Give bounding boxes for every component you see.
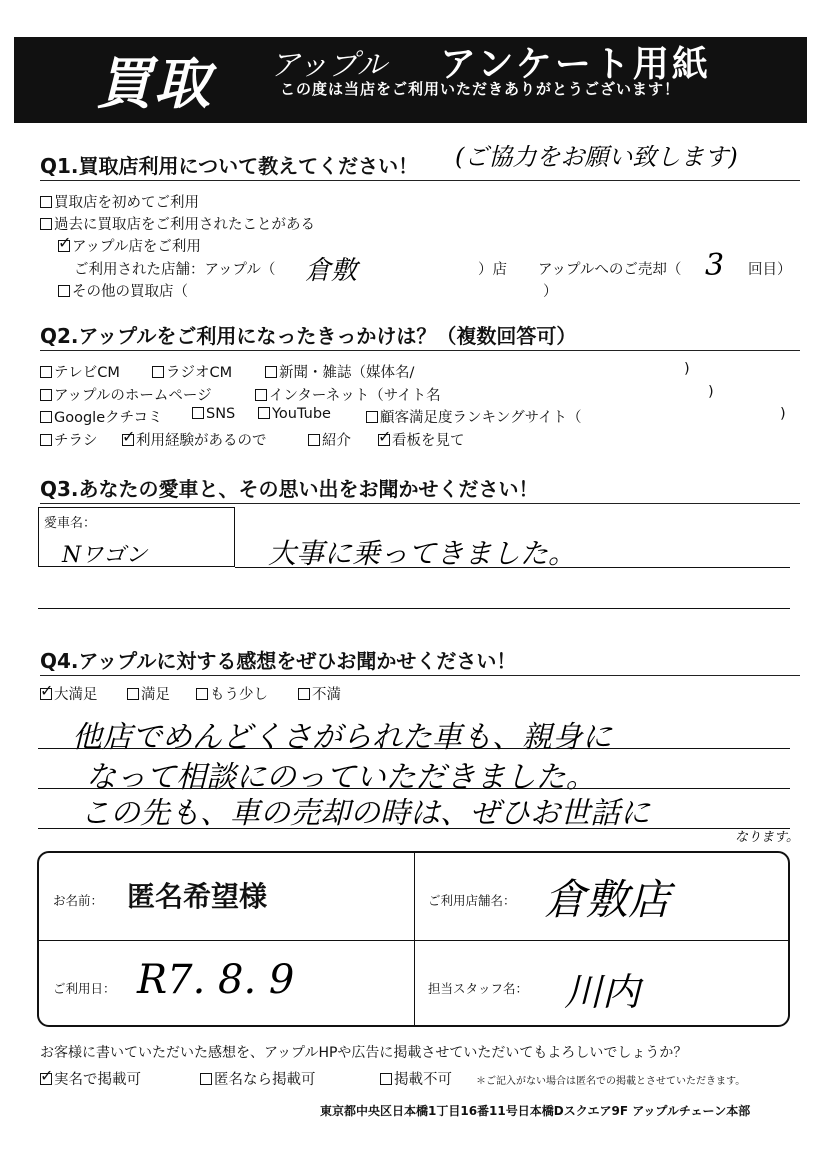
q2-rule <box>40 350 800 351</box>
checkbox[interactable] <box>127 688 139 700</box>
q4-line-1 <box>38 748 790 749</box>
q1-option-apple[interactable]: ✓アップル店をご利用 <box>58 235 201 256</box>
q2-row3-close: ) <box>780 406 786 422</box>
q2-row1-close: ) <box>684 361 690 377</box>
checkbox[interactable] <box>58 285 70 297</box>
q2-option-experience[interactable]: ✓ 利用経験があるので <box>122 429 267 450</box>
q4-comment-line-4[interactable]: なります。 <box>735 830 799 845</box>
car-name-value[interactable]: Nワゴン <box>62 543 148 568</box>
q1-rule <box>40 180 800 181</box>
q3-rule <box>40 503 800 504</box>
date-value[interactable]: R7. 8. 9 <box>137 957 295 1003</box>
q2-option-homepage[interactable]: アップルのホームページ <box>40 384 212 405</box>
q4-option-satisfied[interactable]: 満足 <box>127 683 170 704</box>
q1-handwritten-note: (ご協力をお願い致します) <box>455 143 738 171</box>
q1-store-label: ご利用された店舗：アップル（ <box>74 262 276 278</box>
q4-title: Q4.アップルに対する感想をぜひお聞かせください！ <box>40 649 517 673</box>
checkbox-checked[interactable] <box>40 688 52 700</box>
checkbox[interactable] <box>40 389 52 401</box>
header-kaitori-logo: 買取 <box>96 52 212 117</box>
checkbox[interactable] <box>366 411 378 423</box>
date-label: ご利用日： <box>53 981 116 996</box>
name-value[interactable]: 匿名希望様 <box>127 880 268 913</box>
q1-option-used-before[interactable]: 過去に買取店をご利用されたことがある <box>40 213 315 234</box>
q1-count-label: アップルへのご売却（ <box>538 262 682 278</box>
q4-line-3 <box>38 828 790 829</box>
publish-consent-question: お客様に書いていただいた感想を、アップルHPや広告に掲載させていただいてもよろしいでしょうか？ <box>40 1045 688 1061</box>
staff-label: 担当スタッフ名： <box>428 981 529 996</box>
q2-option-internet[interactable]: インターネット（サイト名 <box>255 384 441 405</box>
checkbox[interactable] <box>200 1073 212 1085</box>
name-label: お名前： <box>53 893 104 908</box>
header-apple-logo: アップル <box>270 48 387 83</box>
q1-store-value: 倉敷 <box>305 256 358 286</box>
checkbox[interactable] <box>40 218 52 230</box>
consent-anonymous[interactable]: 匿名なら掲載可 <box>200 1068 316 1089</box>
q1-title: Q1.買取店利用について教えてください！ <box>40 154 419 178</box>
checkbox[interactable] <box>380 1073 392 1085</box>
q2-row2-close: ) <box>708 384 714 400</box>
q2-option-signboard[interactable]: ✓ 看板を見て <box>378 429 465 450</box>
checkbox[interactable] <box>258 407 270 419</box>
q3-memory[interactable]: 大事に乗ってきました。 <box>268 537 577 570</box>
company-address: 東京都中央区日本橋1丁目16番11号日本橋Dスクエア9F アップルチェーン本部 <box>320 1104 751 1118</box>
q4-option-more[interactable]: もう少し <box>196 683 268 704</box>
checkbox[interactable] <box>298 688 310 700</box>
q1-store-suffix: ）店 <box>478 262 507 278</box>
q1-option-other[interactable]: その他の買取店（ <box>58 280 188 301</box>
q2-option-newspaper[interactable]: 新聞・雑誌（媒体名/ <box>265 361 414 382</box>
store-name-label: ご利用店舗名： <box>428 893 516 908</box>
checkbox-checked[interactable] <box>58 240 70 252</box>
q2-option-google[interactable]: Googleクチコミ <box>40 406 163 427</box>
q2-title: Q2.アップルをご利用になったきっかけは？（複数回答可） <box>40 324 577 348</box>
q1-count-suffix: 回目） <box>748 262 792 278</box>
store-name-value[interactable]: 倉敷店 <box>544 875 671 924</box>
checkbox[interactable] <box>265 366 277 378</box>
checkbox-checked[interactable] <box>122 434 134 446</box>
checkbox[interactable] <box>40 411 52 423</box>
q2-option-tv[interactable]: テレビCM <box>40 361 120 382</box>
q1-other-close: ） <box>543 284 558 300</box>
checkbox[interactable] <box>40 196 52 208</box>
q4-comment-line-2[interactable]: なって相談にのっていただきました。 <box>86 760 596 795</box>
q4-option-very-satisfied[interactable]: ✓大満足 <box>40 683 98 704</box>
consent-not-allowed[interactable]: 掲載不可 <box>380 1068 452 1089</box>
checkbox[interactable] <box>255 389 267 401</box>
checkbox[interactable] <box>196 688 208 700</box>
q2-option-referral[interactable]: 紹介 <box>308 429 351 450</box>
consent-real-name[interactable]: ✓実名で掲載可 <box>40 1068 141 1089</box>
q2-option-sns[interactable]: SNS <box>192 406 235 422</box>
card-horizontal-divider <box>39 940 788 941</box>
checkbox[interactable] <box>192 407 204 419</box>
consent-note: ＊ご記入がない場合は匿名での掲載とさせていただきます。 <box>476 1076 746 1087</box>
q3-title: Q3.あなたの愛車と、その思い出をお聞かせください！ <box>40 477 539 501</box>
checkbox-checked[interactable] <box>378 434 390 446</box>
q4-rule <box>40 675 800 676</box>
q3-line-2 <box>38 608 790 609</box>
checkbox[interactable] <box>40 434 52 446</box>
staff-value[interactable]: 川内 <box>564 970 641 1014</box>
car-name-label: 愛車名： <box>44 516 97 531</box>
q2-option-ranking[interactable]: 顧客満足度ランキングサイト（ <box>366 406 582 427</box>
q4-comment-line-1[interactable]: 他店でめんどくさがられた車も、親身に <box>72 720 612 755</box>
q4-option-unsatisfied[interactable]: 不満 <box>298 683 341 704</box>
header-title: アンケート用紙 <box>440 44 711 85</box>
header-subtitle: この度は当店をご利用いただきありがとうございます！ <box>280 80 681 98</box>
checkbox[interactable] <box>152 366 164 378</box>
q4-comment-line-3[interactable]: この先も、車の売却の時は、ぜひお世話に <box>80 796 650 831</box>
card-vertical-divider <box>414 853 415 1025</box>
checkbox-checked[interactable] <box>40 1073 52 1085</box>
checkbox[interactable] <box>40 366 52 378</box>
checkbox[interactable] <box>308 434 320 446</box>
customer-info-card <box>37 851 790 1027</box>
q1-count-value: 3 <box>705 248 725 283</box>
q2-option-youtube[interactable]: YouTube <box>258 406 331 422</box>
q1-option-first-time[interactable]: 買取店を初めてご利用 <box>40 191 199 212</box>
q2-option-flyer[interactable]: チラシ <box>40 429 98 450</box>
q2-option-radio[interactable]: ラジオCM <box>152 361 232 382</box>
